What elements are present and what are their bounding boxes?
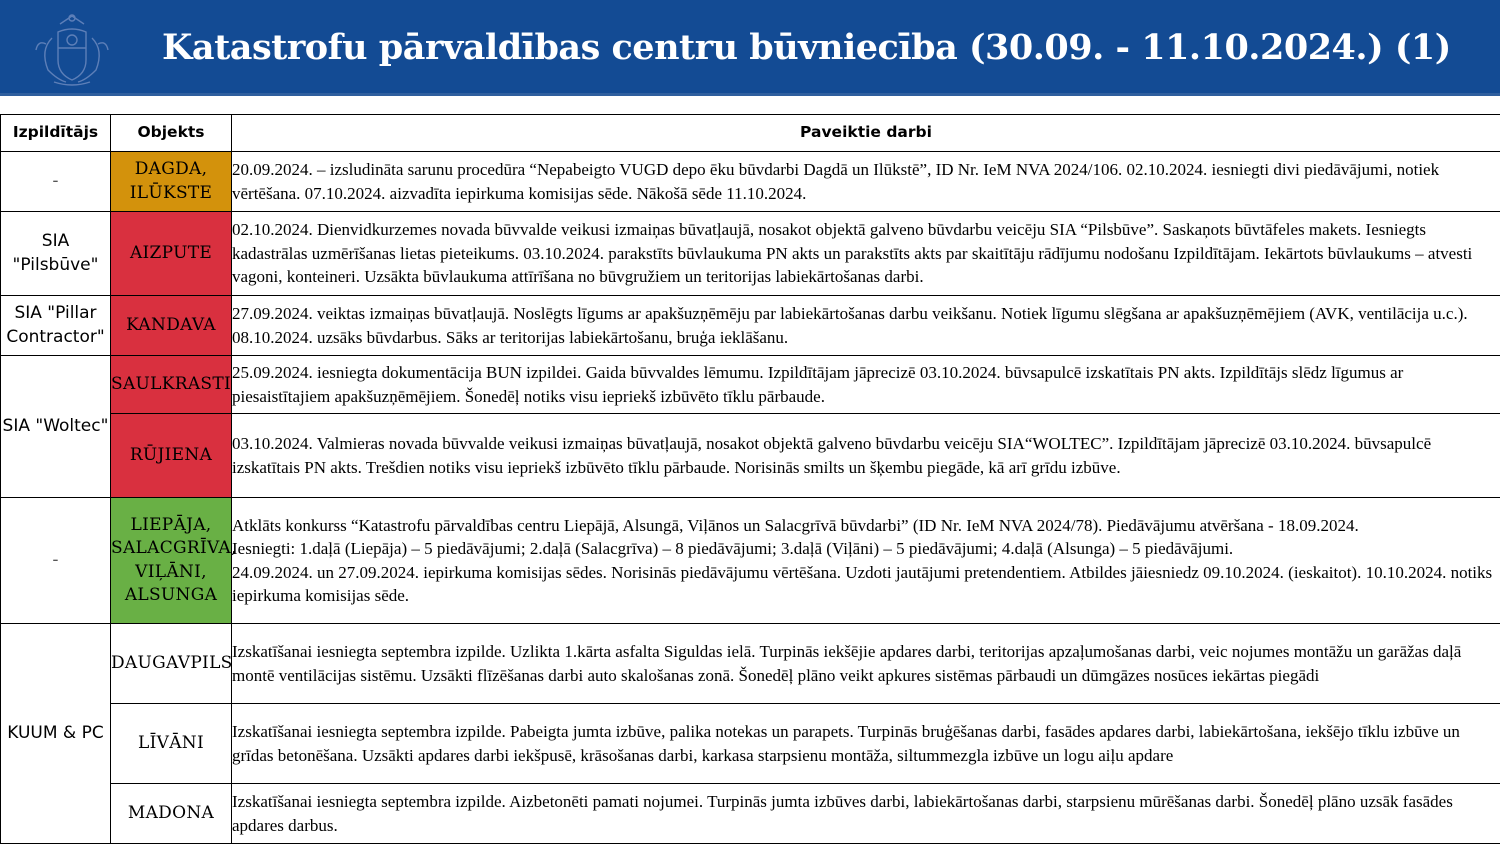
object-cell bbox=[111, 152, 232, 212]
works-cell: 03.10.2024. Valmieras novada būvvalde veikusi izmaiņas būvatļaujā, nosakot objektā galveno būvdarbu veicēju SIA“WOLTEC”. Izpildītājam jāprecizē 03.10.2024. būvsapulcē izskatītais PN akts. Trešdien notiks visu iepriekš izbūvēto tīklu pārbaude. Norisinās smilts un šķembu piegāde, kā arī grīdu izbūve. bbox=[232, 414, 1500, 498]
works-cell bbox=[232, 498, 1500, 624]
works-cell: 27.09.2024. veiktas izmaiņas būvatļaujā. Noslēgts līgums ar apakšuzņēmēju par labiekārtošanas darbu veikšanu. Notiek līgumu slēgšana ar apakšuzņēmējiem (AVK, ventilācija u.c.). 08.10.2024. uzsāks būvdarbus. Sāks ar teritorijas labiekārtošanu, bruģa ieklāšanu. bbox=[232, 296, 1500, 356]
object-cell: RŪJIENA bbox=[111, 414, 232, 498]
object-cell: KANDAVA bbox=[111, 296, 232, 356]
object-cell: AIZPUTE bbox=[111, 212, 232, 296]
column-header-object: Objekts bbox=[111, 115, 232, 152]
table-row bbox=[1, 212, 1500, 296]
works-cell: 25.09.2024. iesniegta dokumentācija BUN izpildei. Gaida būvvaldes lēmumu. Izpildītājam jāprecizē 03.10.2024. būvsapulcē izskatītais PN akts. Izpildītājs slēdz līgumus ar piesaistītajiem apakšuzņēmējiem. Šonedēļ notiks visu iepriekš izbūvēto tīklu pārbaude. bbox=[232, 356, 1500, 414]
table-row bbox=[1, 152, 1500, 212]
object-name: ILŪKSTE bbox=[129, 182, 213, 203]
executor-cell: - bbox=[1, 152, 111, 212]
object-cell: MADONA bbox=[111, 784, 232, 844]
column-header-executor: Izpildītājs bbox=[1, 115, 111, 152]
object-name: VIĻĀNI, bbox=[135, 561, 207, 582]
works-cell: 02.10.2024. Dienvidkurzemes novada būvvalde veikusi izmaiņas būvatļaujā, nosakot objektā galveno būvdarbu veicēju SIA “Pilsbūve”. Saskaņots būvtāfeles makets. Iesniegts kadastrālas uzmērīšanas lietas pieteikums. 03.10.2024. parakstīts būvlaukuma PN akts un parakstīts akts par skaitītāju rādījumu nodošanu Izpildītājam. Iekārtots būvlaukums – atvesti vagoni, konteineri. Uzsākta būvlaukuma attīrīšana no būvgružiem un teritorijas labiekārtošanas darbi. bbox=[232, 212, 1500, 296]
executor-cell: SIA "Woltec" bbox=[1, 356, 111, 498]
executor-name: "Pilsbūve" bbox=[12, 254, 99, 275]
executor-cell: KUUM & PC bbox=[1, 624, 111, 844]
table-row bbox=[1, 498, 1500, 624]
executor-cell bbox=[1, 296, 111, 356]
table-row bbox=[1, 356, 1500, 414]
object-name: SALACGRĪVA, bbox=[111, 538, 237, 558]
header-bar bbox=[0, 0, 1500, 96]
executor-name: SIA bbox=[41, 231, 70, 251]
table-row bbox=[1, 704, 1500, 784]
object-cell bbox=[111, 498, 237, 624]
object-name: ALSUNGA bbox=[124, 585, 218, 605]
table-row bbox=[1, 296, 1500, 356]
object-name: DAGDA, bbox=[134, 159, 208, 179]
executor-cell: - bbox=[1, 498, 111, 624]
executor-name: Contractor" bbox=[6, 326, 105, 347]
works-cell: Izskatīšanai iesniegta septembra izpilde. Aizbetonēti pamati nojumei. Turpinās jumta izbūves darbi, labiekārtošanas darbi, starpsienu mūrēšanas darbi. Šonedēļ plāno uzsāk fasādes apdares darbus. bbox=[232, 784, 1500, 844]
object-cell: SAULKRASTI bbox=[111, 356, 232, 414]
coat-of-arms-icon bbox=[30, 10, 114, 88]
table-header-row bbox=[1, 115, 1500, 152]
table-row bbox=[1, 784, 1500, 844]
column-header-works: Paveiktie darbi bbox=[232, 115, 1500, 152]
works-cell: Izskatīšanai iesniegta septembra izpilde. Uzlikta 1.kārta asfalta Siguldas ielā. Turpinās iekšējie apdares darbi, teritorijas apzaļumošanas darbi, veic nojumes montāžu un garāžas daļā montē ventilācijas sistēmu. Uzsākti flīzēšanas darbi auto skalošanas zonā. Šonedēļ plāno veikt apkures sistēmas pārbaudi un dūmgāzes nosūces iekārtas piegādi bbox=[232, 624, 1500, 704]
works-table bbox=[0, 114, 1500, 844]
works-paragraph: 24.09.2024. un 27.09.2024. iepirkuma komisijas sēdes. Norisinās piedāvājumu vērtēšana. Uzdoti jautājumi pretendentiem. Atbildes jāiesniedz 09.10.2024. (ieskaitot). 10.10.2024. notiks iepirkuma komisijas sēde. bbox=[232, 562, 1493, 605]
object-cell: DAUGAVPILS bbox=[111, 624, 232, 704]
table-row bbox=[1, 624, 1500, 704]
executor-cell bbox=[1, 212, 111, 296]
works-paragraph: Atklāts konkurss “Katastrofu pārvaldības centru Liepājā, Alsungā, Viļānos un Salacgrīvā būvdarbi” (ID Nr. IeM NVA 2024/78). Piedāvājumu atvēršana - 18.09.2024. bbox=[232, 515, 1359, 535]
works-cell: Izskatīšanai iesniegta septembra izpilde. Pabeigta jumta izbūve, palika notekas un parapets. Turpinās bruģēšanas darbi, fasādes apdares darbi, labiekārtošana, iekšējo tīklu izbūve un grīdas betonēšana. Uzsākti apdares darbi iekšpusē, krāsošanas darbi, karkasa starpsienu montāža, siltummezgla izbūve un logu aiļu apdare bbox=[232, 704, 1500, 784]
page-title: Katastrofu pārvaldības centru būvniecība (30.09. - 11.10.2024.) (1) bbox=[162, 27, 1451, 68]
works-paragraph: Iesniegti: 1.daļā (Liepāja) – 5 piedāvājumi; 2.daļā (Salacgrīva) – 8 piedāvājumi; 3.daļā (Viļāni) – 5 piedāvājumi; 4.daļā (Alsunga) – 5 piedāvājumi. bbox=[232, 539, 1234, 558]
executor-name: SIA "Pillar bbox=[14, 303, 97, 323]
works-cell: 20.09.2024. – izsludināta sarunu procedūra “Nepabeigto VUGD depo ēku būvdarbi Dagdā un Ilūkstē”, ID Nr. IeM NVA 2024/106. 02.10.2024. iesniegti divi piedāvājumi, notiek vērtēšana. 07.10.2024. aizvadīta iepirkuma komisijas sēde. Nākošā sēde 11.10.2024. bbox=[232, 152, 1500, 212]
table-row bbox=[1, 414, 1500, 498]
object-cell: LĪVĀNI bbox=[111, 704, 232, 784]
object-name: LIEPĀJA, bbox=[130, 514, 212, 535]
